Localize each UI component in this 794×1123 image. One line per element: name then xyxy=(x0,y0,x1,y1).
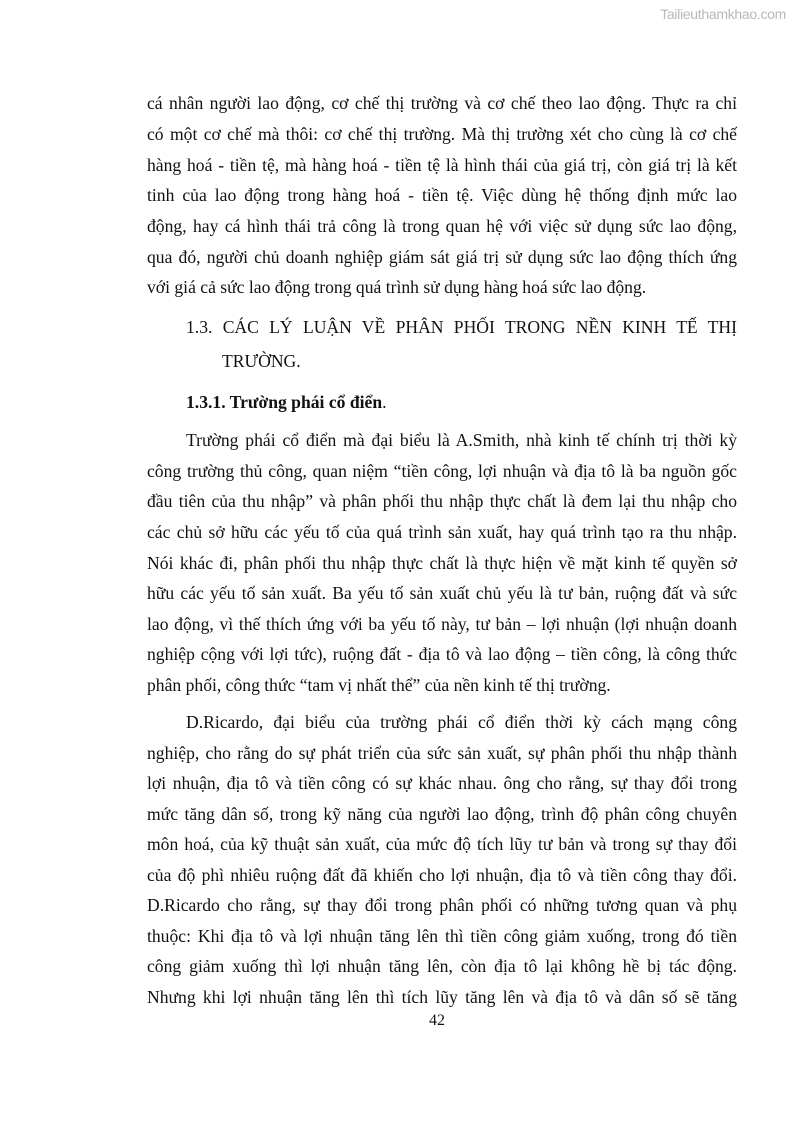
text-line: Nói khác đi, phân phối thu nhập thực chất là thực hiện về mặt kinh tế quyền sở xyxy=(147,553,737,573)
subsection-heading xyxy=(186,392,387,412)
text-line: thuộc: Khi địa tô và lợi nhuận tăng lên thì tiền công giảm xuống, trong đó tiền xyxy=(147,926,737,946)
text-line: nghiệp cộng với lợi tức), ruộng đất - địa tô và lao động – tiền công, là công thức xyxy=(147,644,737,664)
text-line: hàng hoá - tiền tệ, mà hàng hoá - tiền tệ là hình thái của giá trị, còn giá trị là kết xyxy=(147,155,737,175)
text-line: phân phối, công thức “tam vị nhất thể” của nền kinh tế thị trường. xyxy=(147,675,611,695)
text-line: của độ phì nhiêu ruộng đất đã khiến cho lợi nhuận, địa tô và tiền công thay đổi. xyxy=(147,865,737,885)
section-heading-continued: TRƯỜNG. xyxy=(222,351,301,371)
text-line: đầu tiên của thu nhập” và phân phối thu nhập thực chất là đem lại thu nhập cho xyxy=(147,491,737,511)
text-line: qua đó, người chủ doanh nghiệp giám sát giá trị sử dụng sức lao động thích ứng xyxy=(147,247,737,267)
text-line: động, hay cá hình thái trả công là trong quan hệ với việc sử dụng sức lao động, xyxy=(147,216,737,236)
text-line: các chủ sở hữu các yếu tố của quá trình sản xuất, hay quá trình tạo ra thu nhập. xyxy=(147,522,737,542)
text-line: công trường thủ công, quan niệm “tiền công, lợi nhuận và địa tô là ba nguồn gốc xyxy=(147,461,737,481)
watermark: Tailieuthamkhao.com xyxy=(660,6,786,22)
text-line: cá nhân người lao động, cơ chế thị trường và cơ chế theo lao động. Thực ra chỉ xyxy=(147,93,737,113)
page-number: 42 xyxy=(429,1012,445,1029)
text-line: D.Ricardo cho rằng, sự thay đổi trong phân phối có những tương quan và phụ xyxy=(147,895,737,915)
text-line: môn hoá, của kỹ thuật sản xuất, của mức độ tích lũy tư bản và trong sự thay đổi xyxy=(147,834,737,854)
text-line: hữu các yếu tố sản xuất. Ba yếu tố sản xuất chủ yếu là tư bản, ruộng đất và sức xyxy=(147,583,737,603)
subsection-heading-title: 1.3.1. Trường phái cổ điển xyxy=(186,392,383,412)
section-heading: 1.3. CÁC LÝ LUẬN VỀ PHÂN PHỐI TRONG NỀN KINH TẾ THỊ xyxy=(186,317,737,337)
text-line: công giảm xuống thì lợi nhuận tăng lên, còn địa tô lại không hề bị tác động. xyxy=(147,956,737,976)
subsection-heading-period: . xyxy=(382,392,387,412)
text-line: lao động, vì thế thích ứng với ba yếu tố này, tư bản – lợi nhuận (lợi nhuận doanh xyxy=(147,614,737,634)
text-line: Trường phái cổ điển mà đại biểu là A.Smith, nhà kinh tế chính trị thời kỳ xyxy=(186,430,737,450)
text-line: D.Ricardo, đại biểu của trường phái cổ điển thời kỳ cách mạng công xyxy=(186,712,737,732)
text-line: mức tăng dân số, trong kỹ năng của người lao động, trình độ phân công chuyên xyxy=(147,804,737,824)
text-line: nghiệp, cho rằng do sự phát triển của sức sản xuất, sự phân phối thu nhập thành xyxy=(147,743,737,763)
text-line: với giá cả sức lao động trong quá trình sử dụng hàng hoá sức lao động. xyxy=(147,277,647,297)
text-line: có một cơ chế mà thôi: cơ chế thị trường. Mà thị trường xét cho cùng là cơ chế xyxy=(147,124,737,144)
text-line: Nhưng khi lợi nhuận tăng lên thì tích lũy tăng lên và địa tô và dân số sẽ tăng xyxy=(147,987,737,1007)
text-line: lợi nhuận, địa tô và tiền công có sự khác nhau. ông cho rằng, sự thay đổi trong xyxy=(147,773,737,793)
text-line: tinh của lao động trong hàng hoá - tiền tệ. Việc dùng hệ thống định mức lao xyxy=(147,185,737,205)
